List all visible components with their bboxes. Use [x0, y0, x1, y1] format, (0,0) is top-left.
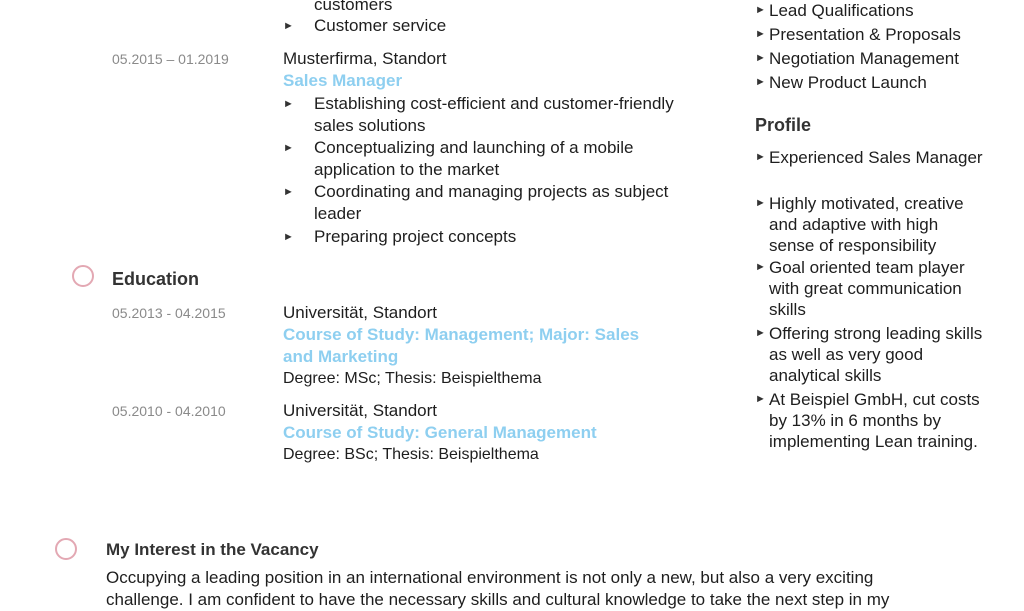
education-course: Course of Study: General Management [283, 423, 597, 442]
bullet-icon: ► [283, 231, 294, 243]
bullet-icon: ► [283, 186, 294, 198]
bullet-icon: ► [755, 52, 766, 64]
skill-text: Negotiation Management [769, 49, 959, 68]
job-role: Sales Manager [283, 71, 403, 90]
bullet-text: Preparing project concepts [314, 227, 517, 246]
section-marker-icon [55, 538, 77, 560]
education-degree: Degree: MSc; Thesis: Beispielthema [283, 370, 542, 387]
education-course: Course of Study: Management; Major: Sales [283, 325, 640, 344]
interest-text-cont: challenge. I am confident to have the necessary skills and cultural knowledge to take the next step in my [106, 590, 890, 609]
job-date: 05.2015 – 01.2019 [112, 51, 229, 67]
profile-text: Highly motivated, creative and adaptive with high sense of responsibility [769, 194, 964, 255]
bullet-icon: ► [283, 98, 294, 110]
bullet-icon: ► [755, 327, 766, 339]
bullet-icon: ► [755, 261, 766, 273]
bullet-text: Customer service [314, 16, 447, 35]
bullet-text: Coordinating and managing projects as subject leader [314, 182, 669, 223]
bullet-icon: ► [755, 76, 766, 88]
profile-text: Offering strong leading skills as well as very good analytical skills [769, 324, 983, 385]
interest-text: Occupying a leading position in an international environment is not only a new, but also a very exciting [106, 568, 874, 587]
interest-title: My Interest in the Vacancy [106, 540, 319, 559]
profile-text: At Beispiel GmbH, cut costs by 13% in 6 months by implementing Lean training. [769, 390, 980, 451]
bullet-icon: ► [283, 20, 294, 32]
education-organization: Universität, Standort [283, 303, 438, 322]
education-date: 05.2010 - 04.2010 [112, 403, 226, 419]
bullet-icon: ► [755, 151, 766, 163]
bullet-icon: ► [755, 393, 766, 405]
skill-text: Lead Qualifications [769, 1, 914, 20]
skill-text: Presentation & Proposals [769, 25, 961, 44]
bullet-icon: ► [283, 142, 294, 154]
section-marker-icon [72, 265, 94, 287]
bullet-text: Conceptualizing and launching of a mobile application to the market [314, 138, 634, 179]
bullet-text: Establishing cost-efficient and customer-friendly sales solutions [314, 94, 674, 135]
bullet-icon: ► [755, 197, 766, 209]
education-title: Education [112, 269, 200, 289]
profile-title: Profile [755, 115, 812, 135]
bullet-icon: ► [755, 28, 766, 40]
education-organization: Universität, Standort [283, 401, 438, 420]
bullet-icon: ► [755, 4, 766, 16]
job-organization: Musterfirma, Standort [283, 49, 447, 68]
education-degree: Degree: BSc; Thesis: Beispielthema [283, 446, 539, 463]
profile-text: Experienced Sales Manager [769, 148, 983, 167]
education-course-cont: and Marketing [283, 347, 399, 366]
bullet-text: customers [314, 0, 393, 14]
education-date: 05.2013 - 04.2015 [112, 305, 226, 321]
skill-text: New Product Launch [769, 73, 927, 92]
profile-text: Goal oriented team player with great communication skills [769, 258, 965, 319]
